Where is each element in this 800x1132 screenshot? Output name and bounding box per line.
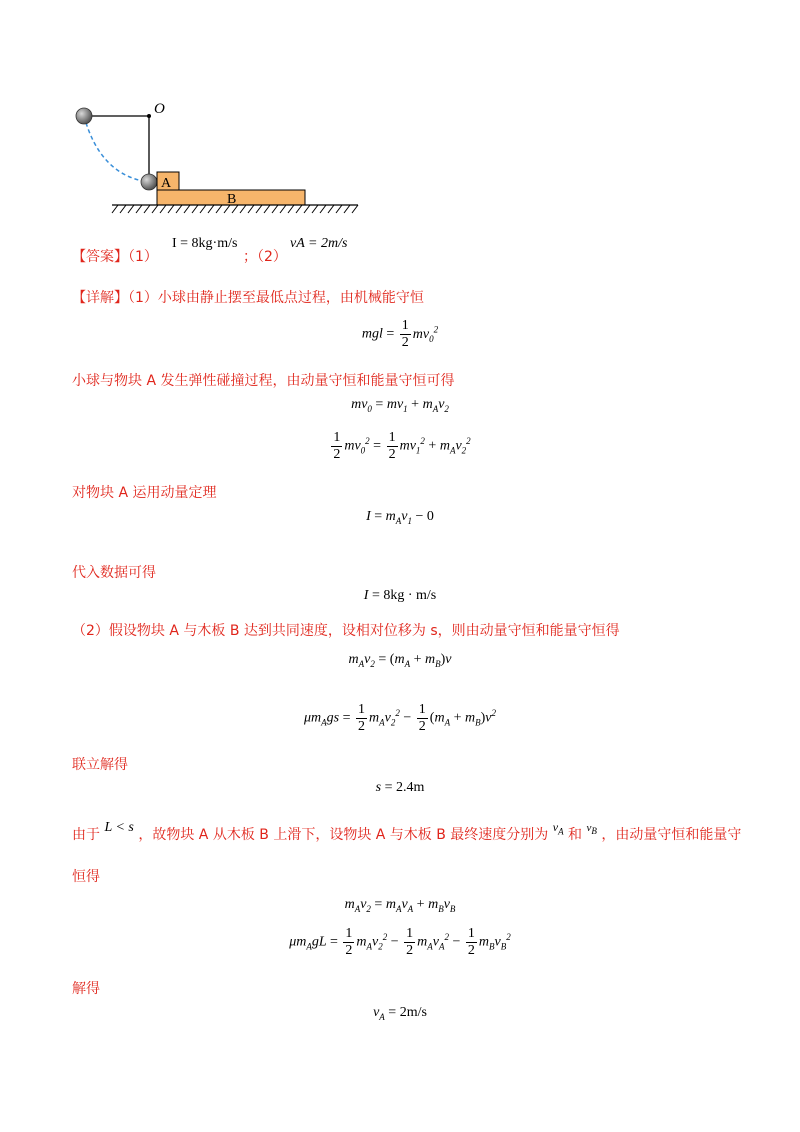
label-b: B (227, 192, 237, 207)
ball-start (76, 108, 92, 124)
answer-part2: vA = 2m/s (290, 236, 348, 251)
equation-final-energy: $\mu m_AgL$ = $\frac{1}{2}$ $m_Av_2^2$ − $\frac{1}{2}$ $m_Av_A^2$ − $\frac{1}{2}$ $m_Bv_B^2$ (289, 926, 511, 958)
answer-prefix: 【答案】（1） (72, 249, 158, 265)
detail-solution-text: 解得 (72, 981, 100, 997)
detail-collision-text: 小球与物块 A 发生弹性碰撞过程，由动量守恒和能量守恒可得 (72, 373, 455, 389)
equation-friction-energy: $\mu m_Ags$ = $\frac{1}{2}$ $m_Av_2^2$ − $\frac{1}{2}$ $(m_A + m_B)v^2$ (304, 702, 496, 734)
detail-part2-text: （2）假设物块 A 与木板 B 达到共同速度，设相对位移为 s，则由动量守恒和能量守恒得 (72, 623, 620, 639)
detail-impulse-text: 对物块 A 运用动量定理 (72, 485, 217, 501)
detail-intro: 【详解】（1）小球由静止摆至最低点过程，由机械能守恒 (72, 290, 424, 306)
equation-final-velocity: $v_A = 2m/s$ (373, 1005, 427, 1022)
symbol-vb: vB (586, 822, 597, 837)
label-o: O (154, 101, 165, 117)
since-label: 由于 (72, 827, 100, 843)
swing-path (84, 116, 148, 182)
pivot-point (147, 114, 151, 118)
equation-impulse: $I = m_Av_1 - 0$ (366, 509, 434, 526)
answer-sep: ；（2） (243, 249, 287, 265)
symbol-va: $v_A$ (552, 820, 564, 837)
detail-solve-text: 联立解得 (72, 757, 128, 773)
label-a: A (161, 176, 172, 191)
equation-energy-swing: mgl = $\frac{1}{2}$ $mv_0^2$ (361, 318, 439, 350)
detail-since-continued: 恒得 (72, 869, 100, 885)
answer-part1: I = 8kg·m/s (172, 236, 238, 251)
detail-substitute-text: 代入数据可得 (72, 565, 156, 581)
equation-common-velocity: $m_Av_2 = (m_A + m_B)v$ (348, 652, 452, 669)
since-middle: ，故物块 A 从木板 B 上滑下，设物块 A 与木板 B 最终速度分别为 (138, 827, 549, 843)
detail-since-text (72, 820, 742, 844)
since-end: ，由动量守恒和能量守 (601, 827, 742, 843)
and-label: 和 (568, 827, 583, 843)
pendulum-figure (70, 95, 370, 225)
inequality-l-s: L < s (104, 820, 134, 835)
equation-final-momentum: $m_Av_2 = m_Av_A + m_Bv_B$ (344, 897, 456, 914)
equation-energy-collision: $\frac{1}{2}$ $mv_0^2$ = $\frac{1}{2}$ $mv_1^2 + m_Av_2^2$ (333, 430, 471, 462)
ball-bottom (141, 174, 157, 190)
equation-displacement: s = 2.4m (375, 780, 425, 795)
equation-impulse-result: I = 8kg · m/s (363, 588, 437, 603)
equation-momentum: $mv_0 = mv_1 + m_Av_2$ (351, 397, 449, 414)
